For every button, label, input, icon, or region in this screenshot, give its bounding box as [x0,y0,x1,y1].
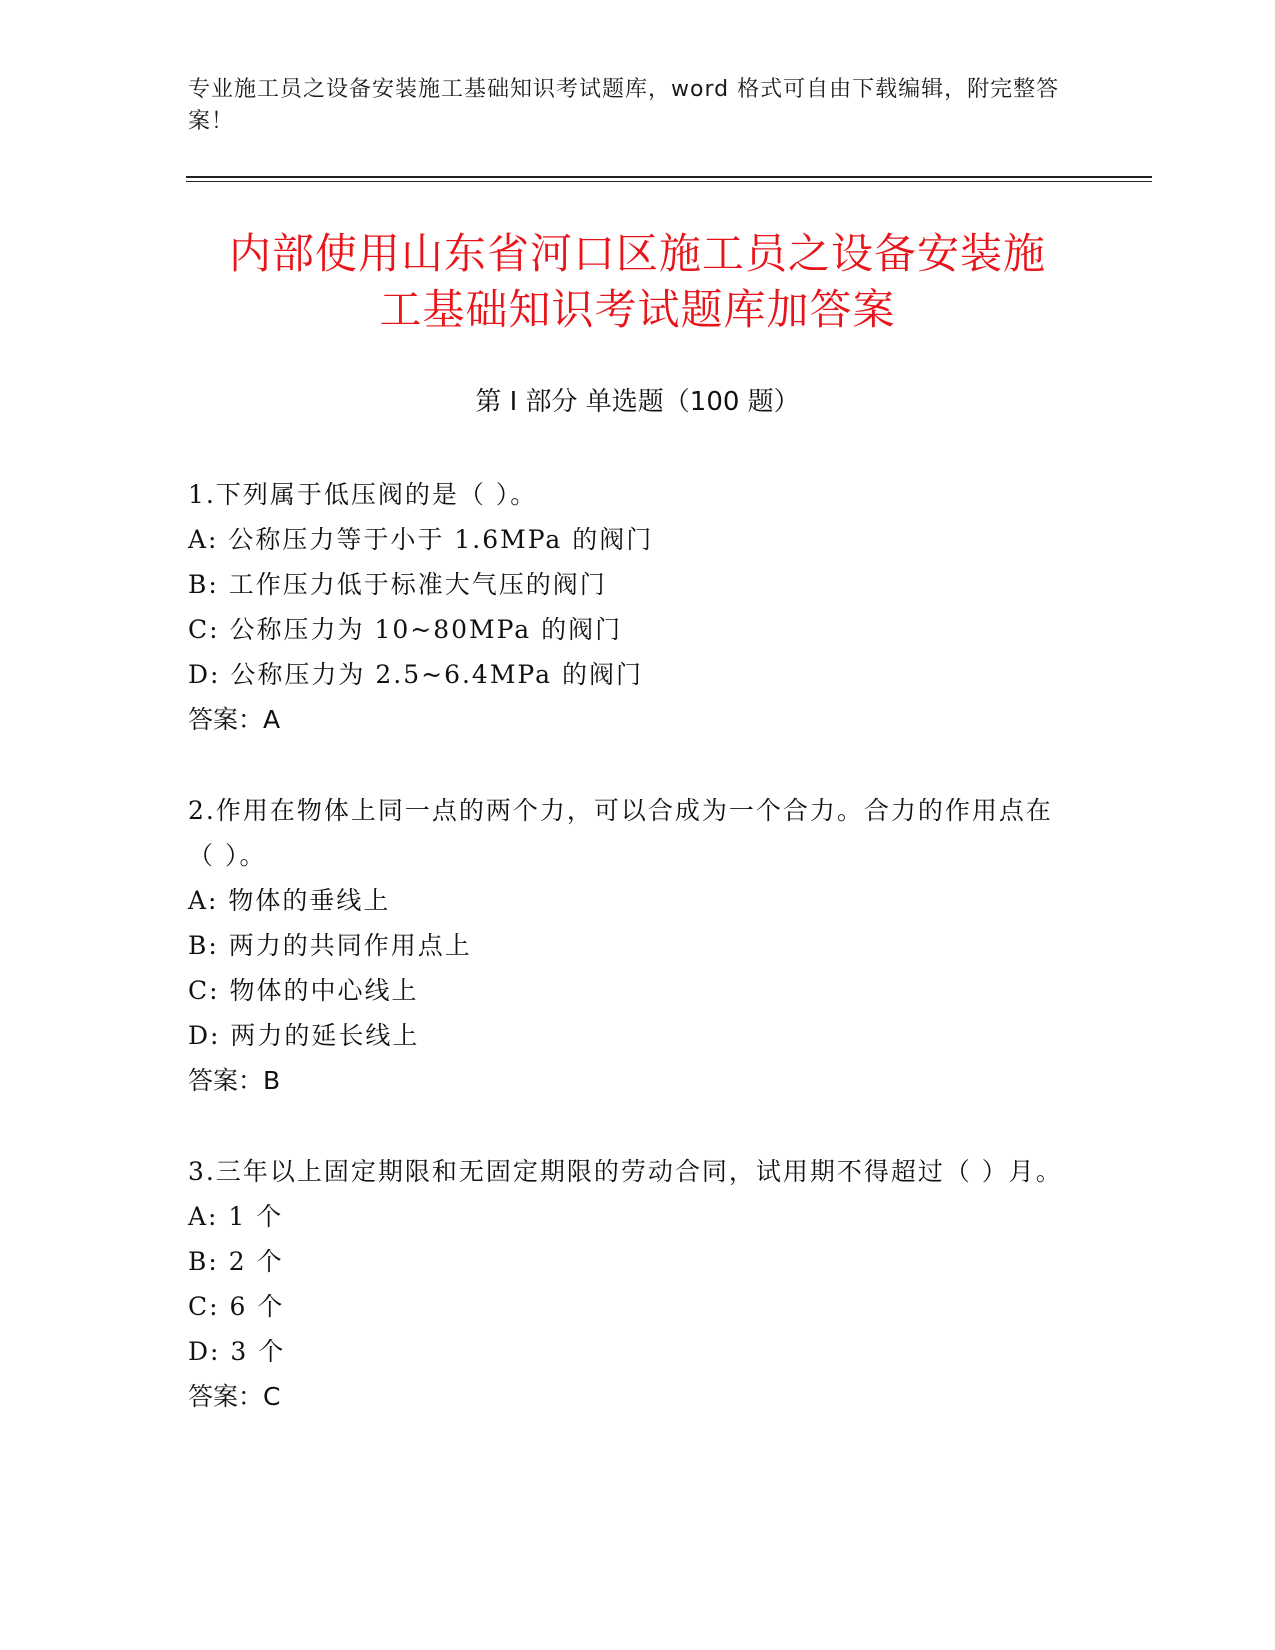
option-d: D: 3 个 [188,1337,286,1366]
answer: 答案：B [188,1066,281,1095]
option-d: D: 公称压力为 2.5~6.4MPa 的阀门 [188,660,643,689]
question-2 [188,788,1068,1103]
option-a: A: 1 个 [188,1202,284,1231]
question-list [188,472,1068,1465]
question-1 [188,472,1068,742]
header-rule-thin [186,181,1152,182]
document-title-line-1: 内部使用山东省河口区施工员之设备安装施 [228,229,1046,278]
option-b: B: 工作压力低于标准大气压的阀门 [188,570,607,599]
section-title: 第 I 部分 单选题（100 题） [475,387,800,417]
header-note: 专业施工员之设备安装施工基础知识考试题库，word 格式可自由下载编辑，附完整答案！ [188,77,1060,134]
option-c: C: 物体的中心线上 [188,976,419,1005]
option-d: D: 两力的延长线上 [188,1021,420,1050]
answer: 答案：A [188,705,281,734]
option-b: B: 2 个 [188,1247,284,1276]
question-stem: 1.下列属于低压阀的是（ ）。 [188,480,538,509]
document-title [150,226,1125,338]
option-b: B: 两力的共同作用点上 [188,931,472,960]
document-title-line-2: 工基础知识考试题库加答案 [379,285,896,334]
option-c: C: 公称压力为 10~80MPa 的阀门 [188,615,623,644]
option-a: A: 公称压力等于小于 1.6MPa 的阀门 [188,525,654,554]
header-rule-thick [186,176,1152,178]
question-stem: 3.三年以上固定期限和无固定期限的劳动合同，试用期不得超过（ ）月。 [188,1157,1063,1186]
question-3 [188,1149,1068,1419]
option-a: A: 物体的垂线上 [188,886,391,915]
answer: 答案：C [188,1382,281,1411]
option-c: C: 6 个 [188,1292,285,1321]
question-stem: 2.作用在物体上同一点的两个力，可以合成为一个合力。合力的作用点在（ ）。 [188,796,1053,870]
